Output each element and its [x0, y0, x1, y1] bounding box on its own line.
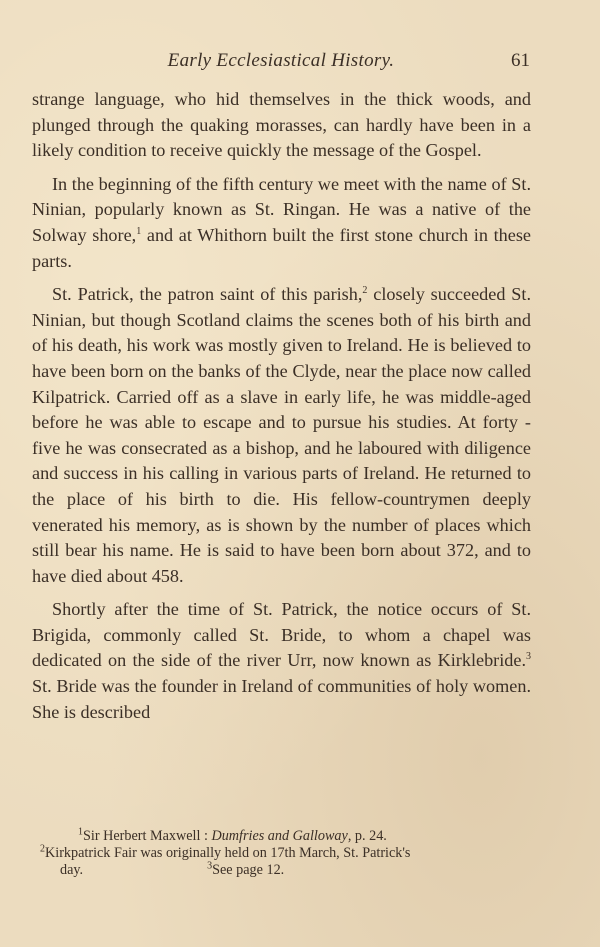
- paragraph-4-text-b: St. Bride was the founder in Ireland of communities of holy women. She is described: [32, 676, 531, 722]
- footnote-2: [40, 845, 530, 862]
- paragraph-1: [32, 87, 531, 164]
- page-header: [32, 47, 530, 77]
- footnote-3: [207, 862, 284, 878]
- paragraph-3-text-a: St. Patrick, the patron saint of this parish,: [52, 284, 363, 305]
- paragraph-2: [32, 172, 531, 274]
- footnote-3-marker: 3: [207, 860, 213, 872]
- running-title: Early Ecclesiastical History.: [167, 50, 395, 71]
- paragraph-2-text-b: and at Whithorn built the first stone church in these parts.: [32, 224, 531, 271]
- footnote-1: [40, 828, 530, 845]
- footnote-2-marker: 2: [40, 843, 45, 855]
- footnote-3-text: See page 12.: [212, 862, 285, 878]
- footnote-2-continuation-line: [40, 862, 530, 879]
- body-text: [32, 87, 531, 733]
- paragraph-3-text-b: closely succeeded St. Ninian, but though Scotland claims the scenes both of his birth and of his death, his work was mostly given to Ireland. He is believed to have been born on the banks of the Clyde, near the place now called Kilpatrick. Carried off as a slave in early life, he was middle-aged before he was able to escape and to pursue his studies. At forty - five he was consecrated as a bishop, and he laboured with diligence and success in his calling in various parts of Ireland. He returned to the place of his birth to die. His fellow-countrymen deeply venerated his memory, as is shown by the number of places which still bear his name. He is said to have been born about 372, and to have died about 458.: [32, 284, 532, 586]
- footnote-1-marker: 1: [78, 826, 83, 838]
- paragraph-2-text-a: In the beginning of the fifth century we meet with the name of St. Ninian, popularly known as St. Ringan. He was a native of the Solway shore,: [32, 173, 531, 245]
- paragraph-3: [32, 282, 531, 589]
- footnote-1-work: Dumfries and Galloway: [211, 828, 348, 844]
- footnote-ref-2: 2: [362, 285, 368, 297]
- paragraph-1-text: strange language, who hid themselves in the thick woods, and plunged through the quaking morasses, can hardly have been in a likely condition to receive quickly the message of the Gospel.: [32, 89, 531, 161]
- footnotes: [40, 828, 530, 879]
- footnote-1-page: , p. 24.: [347, 828, 387, 844]
- footnote-2-text: Kirkpatrick Fair was originally held on 17th March, St. Patrick's: [45, 845, 411, 861]
- footnote-ref-1: 1: [136, 225, 142, 237]
- page-number: 61: [511, 50, 530, 71]
- footnote-2-continuation: day.: [60, 862, 84, 878]
- footnote-1-author: Sir Herbert Maxwell :: [83, 828, 212, 844]
- paragraph-4-text-a: Shortly after the time of St. Patrick, the notice occurs of St. Brigida, commonly called St. Bride, to whom a chapel was dedicated on the side of the river Urr, now known as Kirklebride.: [32, 599, 531, 671]
- footnote-ref-3: 3: [526, 651, 531, 663]
- paragraph-4: [32, 597, 531, 725]
